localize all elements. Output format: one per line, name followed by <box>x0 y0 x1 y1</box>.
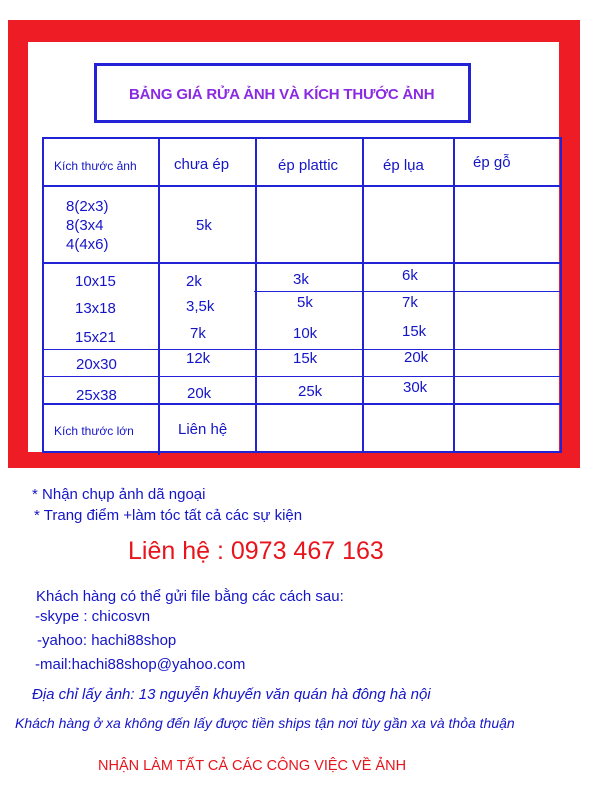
table-rule <box>44 403 560 405</box>
note-text: Trang điểm +làm tóc tất cả các sự kiện <box>43 507 303 524</box>
price-cell: 2k <box>186 273 202 290</box>
price-cell: Liên hệ <box>178 421 228 438</box>
table-column-rule <box>158 139 160 455</box>
table-rule <box>44 376 560 377</box>
address-line: Địa chỉ lấy ảnh: 13 nguyễn khuyến văn quán hà đông hà nội <box>32 686 431 703</box>
asterisk-icon: * <box>32 486 38 503</box>
price-cell: 15k <box>402 323 427 340</box>
header-ep-go: ép gỗ <box>473 154 511 171</box>
table-column-rule <box>453 139 455 451</box>
send-files-heading: Khách hàng có thể gửi file bằng các cách sau: <box>36 588 344 605</box>
price-cell: 3,5k <box>186 298 215 315</box>
header-size: Kích thước ảnh <box>54 159 137 173</box>
price-cell: 10k <box>293 325 318 342</box>
shipping-line: Khách hàng ở xa không đến lấy được tiền ships tận nơi tùy gần xa và thỏa thuận <box>15 715 515 731</box>
table-rule <box>44 262 560 264</box>
header-ep-plattic: ép plattic <box>278 157 339 174</box>
note-item <box>34 507 302 524</box>
price-board-frame <box>8 20 580 468</box>
price-cell: 25k <box>298 383 323 400</box>
table-column-rule <box>255 139 257 451</box>
contact-phone: Liên hệ : 0973 467 163 <box>128 537 384 565</box>
title-box <box>94 63 471 123</box>
size-label: 8(2x3) <box>66 198 109 215</box>
page-title: BẢNG GIÁ RỬA ẢNH VÀ KÍCH THƯỚC ẢNH <box>129 86 435 103</box>
price-cell: 7k <box>402 294 418 311</box>
price-cell: 12k <box>186 350 211 367</box>
price-cell: 3k <box>293 271 309 288</box>
price-cell: 6k <box>402 267 418 284</box>
size-label: 20x30 <box>76 356 117 373</box>
note-item <box>32 486 206 503</box>
asterisk-icon: * <box>34 507 40 524</box>
email-contact: -mail:hachi88shop@yahoo.com <box>35 656 246 673</box>
size-label: 25x38 <box>76 387 117 404</box>
price-cell: 30k <box>403 379 428 396</box>
price-cell: 5k <box>196 217 212 234</box>
yahoo-contact: -yahoo: hachi88shop <box>37 632 177 649</box>
price-cell: 5k <box>297 294 313 311</box>
size-label: 8(3x4 <box>66 217 104 234</box>
price-table <box>42 137 562 453</box>
size-label: 10x15 <box>75 273 116 290</box>
size-label: 4(4x6) <box>66 236 109 253</box>
footer-slogan: NHẬN LÀM TẤT CẢ CÁC CÔNG VIỆC VỀ ẢNH <box>98 758 407 774</box>
price-cell: 20k <box>187 385 212 402</box>
size-label: 15x21 <box>75 329 116 346</box>
header-chua-ep: chưa ép <box>174 156 230 173</box>
header-ep-lua: ép lụa <box>383 157 424 174</box>
skype-contact: -skype : chicosvn <box>35 608 151 625</box>
table-column-rule <box>362 139 364 451</box>
price-cell: 20k <box>404 349 429 366</box>
price-board-panel <box>28 42 559 452</box>
table-rule <box>254 291 560 292</box>
size-label: 13x18 <box>75 300 116 317</box>
price-cell: 7k <box>190 325 206 342</box>
note-text: Nhận chụp ảnh dã ngoại <box>42 486 206 503</box>
size-label: Kích thước lớn <box>54 424 134 438</box>
price-cell: 15k <box>293 350 318 367</box>
table-rule <box>44 185 560 187</box>
